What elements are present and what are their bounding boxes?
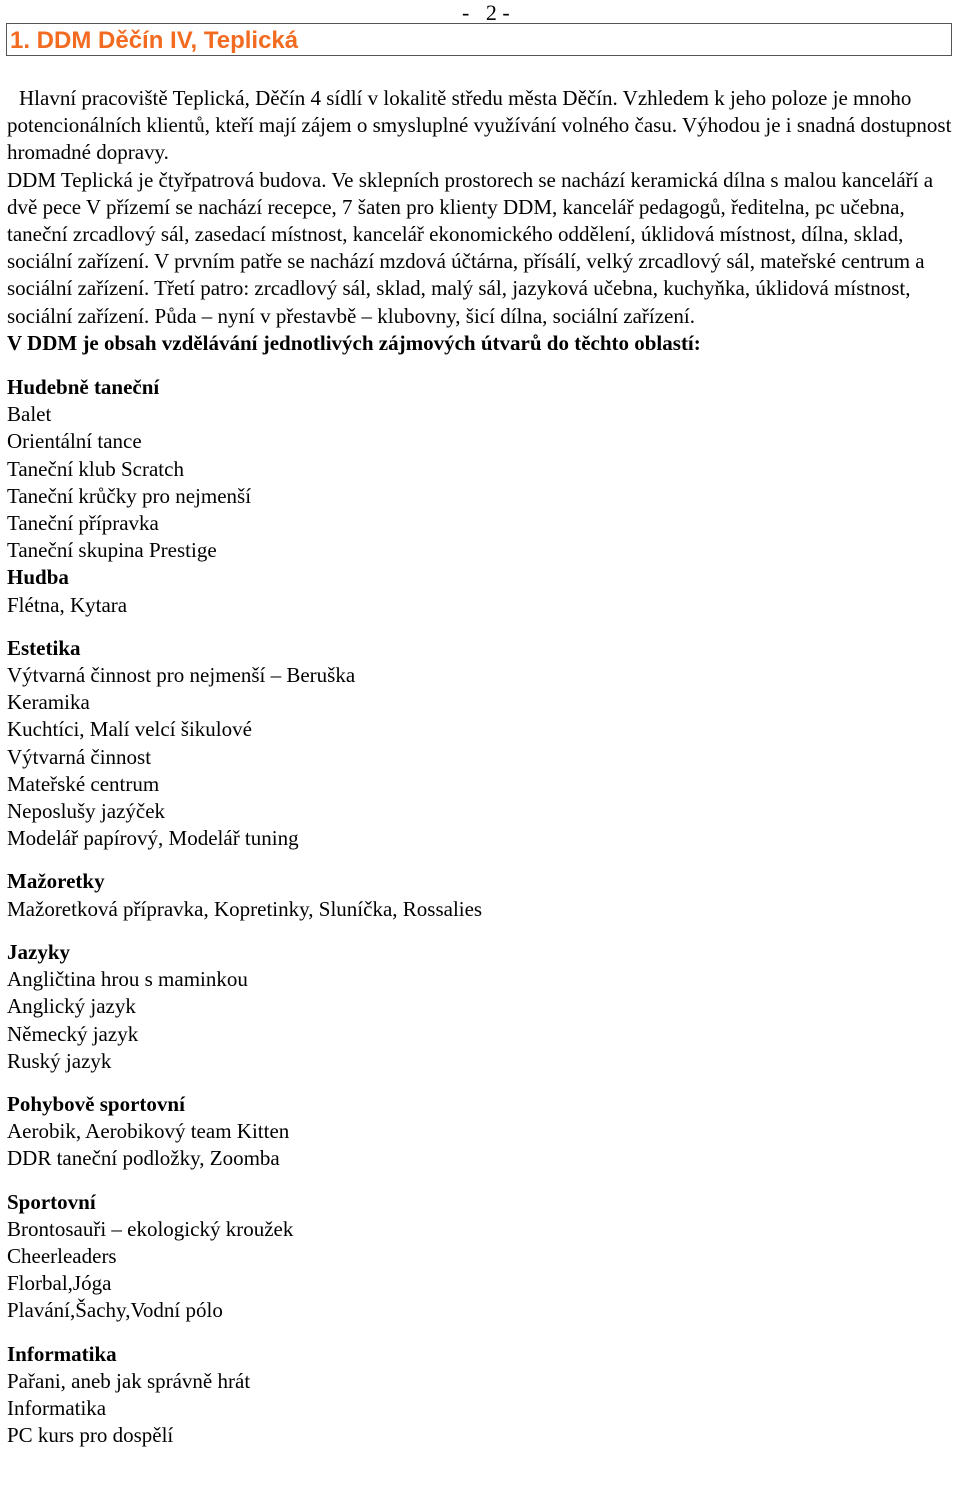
list-item: Aerobik, Aerobikový team Kitten bbox=[7, 1119, 290, 1144]
list-item: DDR taneční podložky, Zoomba bbox=[7, 1146, 280, 1171]
areas-heading: V DDM je obsah vzdělávání jednotlivých zájmových útvarů do těchto oblastí: bbox=[7, 330, 701, 355]
section-sportovni bbox=[7, 1189, 955, 1325]
list-item: Plavání,Šachy,Vodní pólo bbox=[7, 1298, 223, 1323]
list-item: Brontosauři – ekologický kroužek bbox=[7, 1216, 294, 1241]
list-item: Orientální tance bbox=[7, 429, 142, 454]
list-item: Neposlušy jazýček bbox=[7, 799, 166, 824]
section-heading: Jazyky bbox=[7, 939, 70, 964]
list-item: Angličtina hrou s maminkou bbox=[7, 967, 248, 992]
section-heading: Sportovní bbox=[7, 1189, 96, 1214]
section-hudebne-tanecni bbox=[7, 374, 955, 564]
section-jazyky bbox=[7, 939, 955, 1075]
section-heading: Estetika bbox=[7, 635, 81, 660]
list-item: Modelář papírový, Modelář tuning bbox=[7, 826, 299, 851]
section-pohybove-sportovni bbox=[7, 1091, 955, 1173]
section-mazoretky bbox=[7, 868, 955, 922]
list-item: Taneční skupina Prestige bbox=[7, 538, 217, 563]
intro bbox=[7, 85, 955, 357]
list-item: Mažoretková přípravka, Kopretinky, Sluníčka, Rossalies bbox=[7, 896, 483, 921]
list-item: Výtvarná činnost pro nejmenší – Beruška bbox=[7, 663, 356, 688]
intro-paragraph-building: DDM Teplická je čtyřpatrová budova. Ve sklepních prostorech se nachází keramická dílna s malou kanceláří a dvě pece V přízemí se nachází recepce, 7 šaten pro klienty DDM, kancelář pedagogů, ředitelna, pc učebna, taneční zrcadlový sál, zasedací místnost, kancelář ekonomického oddělení, úklidová místnost, dílna, sklad, sociální zařízení. V prvním patře se nachází mzdová účtárna, přísálí, velký zrcadlový sál, mateřské centrum a sociální zařízení. Třetí patro: zrcadlový sál, sklad, malý sál, jazyková učebna, kuchyňka, úklidová místnost, sociální zařízení. Půda – nyní v přestavbě – klubovny, šicí dílna, sociální zařízení. bbox=[7, 167, 934, 328]
section-informatika bbox=[7, 1341, 955, 1450]
list-item: Kuchtíci, Malí velcí šikulové bbox=[7, 717, 252, 742]
section-heading: Mažoretky bbox=[7, 869, 105, 894]
list-item: Florbal,Jóga bbox=[7, 1271, 112, 1296]
title-box bbox=[6, 23, 952, 56]
list-item: Balet bbox=[7, 402, 52, 427]
list-item: Ruský jazyk bbox=[7, 1048, 112, 1073]
section-heading: Hudba bbox=[7, 565, 69, 590]
section-heading: Pohybově sportovní bbox=[7, 1091, 185, 1116]
list-item: Cheerleaders bbox=[7, 1243, 117, 1268]
section-estetika bbox=[7, 635, 955, 853]
list-item: Flétna, Kytara bbox=[7, 592, 128, 617]
section-heading: Informatika bbox=[7, 1341, 117, 1366]
list-item: Taneční přípravka bbox=[7, 511, 159, 536]
page-number: - 2 - bbox=[462, 0, 510, 25]
list-item: Mateřské centrum bbox=[7, 771, 160, 796]
list-item: Taneční krůčky pro nejmenší bbox=[7, 483, 252, 508]
list-item: Výtvarná činnost bbox=[7, 744, 152, 769]
list-item: Taneční klub Scratch bbox=[7, 456, 184, 481]
section-hudba bbox=[7, 564, 955, 618]
list-item: Keramika bbox=[7, 690, 90, 715]
list-item: PC kurs pro dospělí bbox=[7, 1423, 174, 1448]
document-body bbox=[7, 85, 955, 1449]
list-item: Informatika bbox=[7, 1395, 107, 1420]
section-heading: Hudebně taneční bbox=[7, 375, 160, 400]
list-item: Pařani, aneb jak správně hrát bbox=[7, 1368, 251, 1393]
list-item: Německý jazyk bbox=[7, 1021, 139, 1046]
page-title: 1. DDM Děčín IV, Teplická bbox=[10, 27, 299, 54]
list-item: Anglický jazyk bbox=[7, 994, 136, 1019]
intro-paragraph-location: Hlavní pracoviště Teplická, Děčín 4 sídlí v lokalitě středu města Děčín. Vzhledem k jeho poloze je mnoho potencionálních klientů, kteří mají zájem o smysluplné využívání volného času. Výhodou je i snadná dostupnost hromadné dopravy. bbox=[7, 86, 952, 165]
